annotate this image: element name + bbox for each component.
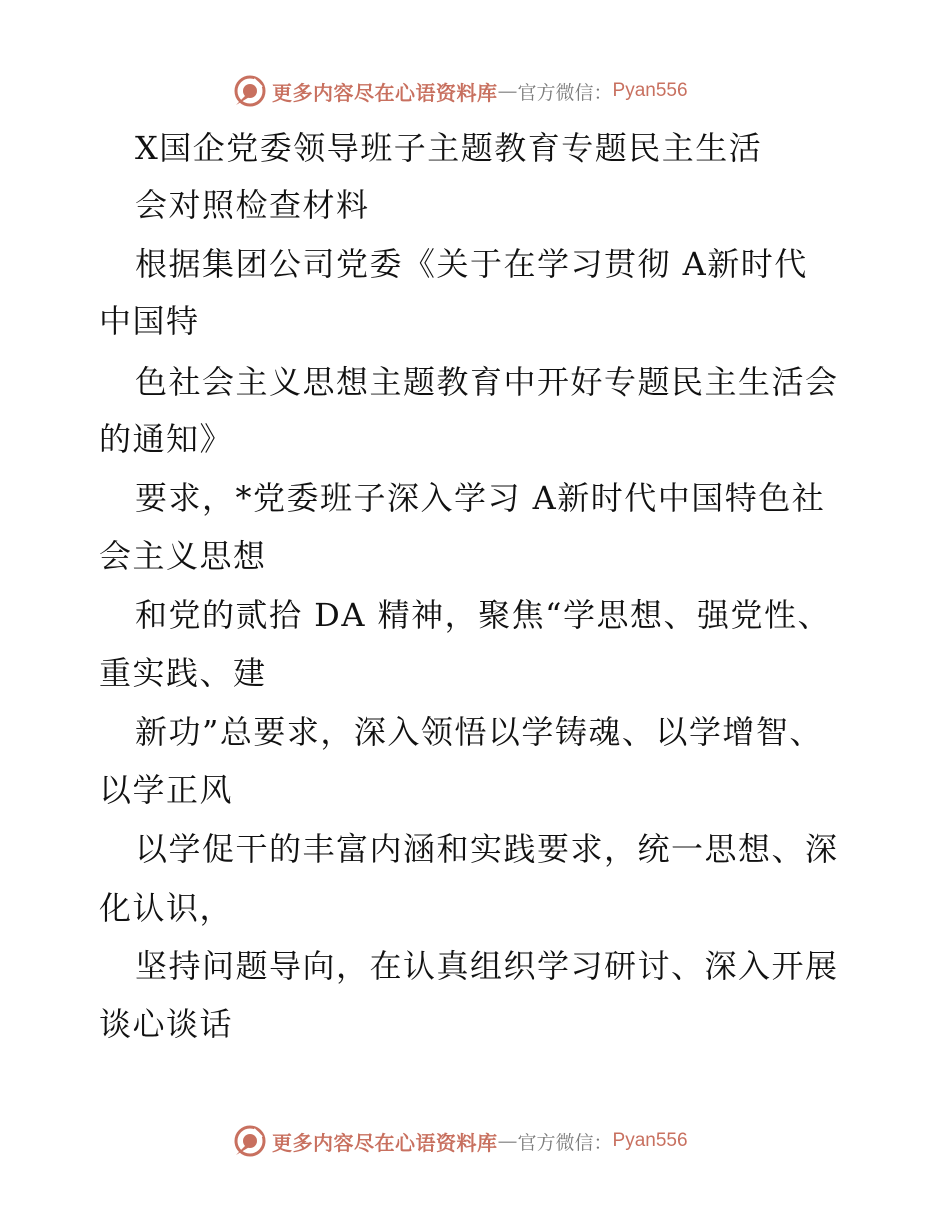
paragraph-line: 以学正风 [99, 771, 234, 809]
paragraph-line: 中国特 [99, 302, 200, 340]
paragraph-line: 的通知》 [99, 420, 234, 458]
paragraph-line: 和党的贰拾 DA 精神，聚焦“学思想、强党性、 [135, 596, 831, 634]
document-title-line-2: 会对照检查材料 [135, 186, 370, 224]
watermark-site-text: 更多内容尽在心语资料库 [272, 1130, 498, 1155]
pen-nib-circle-icon [232, 73, 268, 109]
paragraph-line: 色社会主义思想主题教育中开好专题民主生活会 [135, 363, 839, 401]
watermark-wechat-label: 官方微信： [517, 1131, 613, 1154]
paragraph-line: 要求，*党委班子深入学习 A新时代中国特色社 [135, 479, 826, 517]
paragraph-line: 新功”总要求，深入领悟以学铸魂、以学增智、 [135, 713, 823, 751]
header-watermark [232, 71, 688, 111]
pen-nib-circle-icon [232, 1123, 268, 1159]
paragraph-line: 谈心谈话 [99, 1005, 234, 1043]
paragraph-line: 坚持问题导向，在认真组织学习研讨、深入开展 [135, 947, 839, 985]
paragraph-line: 会主义思想 [99, 537, 267, 575]
watermark-dash: — [497, 79, 518, 103]
watermark-site-text: 更多内容尽在心语资料库 [272, 80, 498, 105]
watermark-wechat-id: Pyan556 [612, 1130, 688, 1151]
document-title-line-1: X国企党委领导班子主题教育专题民主生活 [135, 129, 763, 167]
watermark-wechat-id: Pyan556 [612, 80, 688, 101]
watermark-dash: — [497, 1129, 518, 1153]
paragraph-line: 化认识， [99, 889, 234, 927]
paragraph-line: 根据集团公司党委《关于在学习贯彻 A新时代 [135, 245, 808, 283]
footer-watermark [232, 1121, 688, 1161]
watermark-wechat-label: 官方微信： [517, 81, 613, 104]
paragraph-line: 以学促干的丰富内涵和实践要求，统一思想、深 [135, 830, 839, 868]
paragraph-line: 重实践、建 [99, 654, 267, 692]
